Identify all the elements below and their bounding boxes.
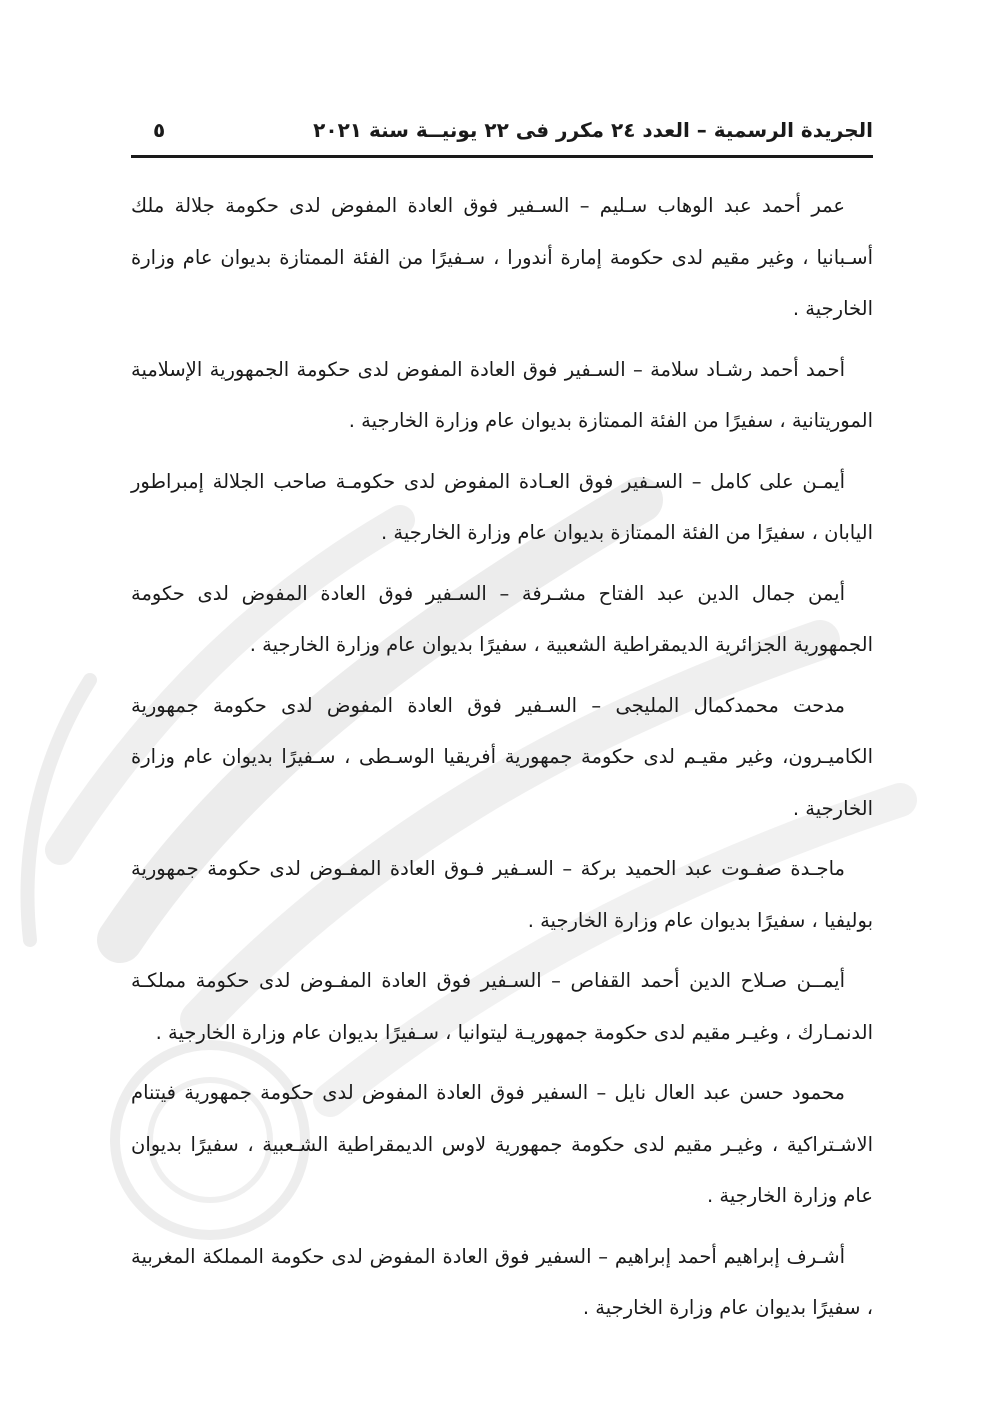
decree-entry-3 [131,456,873,559]
header-divider [131,155,873,158]
decree-entry-2 [131,344,873,447]
decree-body [131,180,873,1343]
paragraph-text: ماجـدة صفـوت عبد الحميد بركة – السـفير فـوق العادة المفـوض لدى حكومة جمهورية بوليفيا ، سفيرًا بديوان عام وزارة الخارجية . [131,857,873,932]
paragraph-text: مدحت محمدكمال المليجى – السـفير فوق العادة المفوض لدى حكومة جمهورية الكاميـرون، وغير مقيـم لدى حكومة جمهورية أفريقيا الوسـطى ، سـفيرًا بديوان عام وزارة الخارجية . [131,693,873,820]
paragraph-text: عمر أحمد عبد الوهاب سـليم – السـفير فوق العادة المفوض لدى حكومة جلالة ملك أسـبانيا ، وغير مقيم لدى حكومة إمارة أندورا ، سـفيرًا من الفئة الممتازة بديوان عام وزارة الخارجية . [131,194,873,320]
paragraph-text: أيمــن صـلاح الدين أحمد القفاص – السـفير فوق العادة المفـوض لدى حكومة مملكـة الدنمـارك ، وغيـر مقيم لدى حكومة جمهوريـة ليتوانيا ، سـفيرًا بديوان عام وزارة الخارجية . [131,969,873,1044]
paragraph-text: أيمـن على كامل – السـفير فوق العـادة المفوض لدى حكومـة صاحب الجلالة إمبراطور اليابان ، سفيرًا من الفئة الممتازة بديوان عام وزارة الخارجية . [131,469,873,544]
decree-entry-5 [131,680,873,835]
paragraph-text: أشـرف إبراهيم أحمد إبراهيم – السفير فوق العادة المفوض لدى حكومة المملكة المغربية ، سفيرًا بديوان عام وزارة الخارجية . [131,1244,873,1319]
decree-entry-4 [131,568,873,671]
decree-entry-1 [131,180,873,335]
decree-entry-9 [131,1231,873,1334]
decree-entry-6 [131,843,873,946]
paragraph-text: أيمن جمال الدين عبد الفتاح مشـرفة – السـفير فوق العادة المفوض لدى حكومة الجمهورية الجزائرية الديمقراطية الشعبية ، سفيرًا بديوان عام وزارة الخارجية . [131,581,873,656]
paragraph-text: أحمد أحمد رشـاد سلامة – السـفير فوق العادة المفوض لدى حكومة الجمهورية الإسلامية الموريتانية ، سفيرًا من الفئة الممتازة بديوان عام وزارة الخارجية . [131,357,873,432]
decree-entry-7 [131,955,873,1058]
page-number: ٥ [153,118,166,142]
page-header [131,112,873,152]
gazette-header-title: الجريدة الرسمية – العدد ٢٤ مكرر فى ٢٢ يونيــة سنة ٢٠٢١ [313,118,873,142]
paragraph-text: محمود حسن عبد العال نايل – السفير فوق العادة المفوض لدى حكومة جمهورية فيتنام الاشـتراكية ، وغيـر مقيم لدى حكومة جمهورية لاوس الديمقراطية الشـعبية ، سفيرًا بديوان عام وزارة الخارجية . [131,1081,873,1207]
decree-entry-8 [131,1067,873,1222]
